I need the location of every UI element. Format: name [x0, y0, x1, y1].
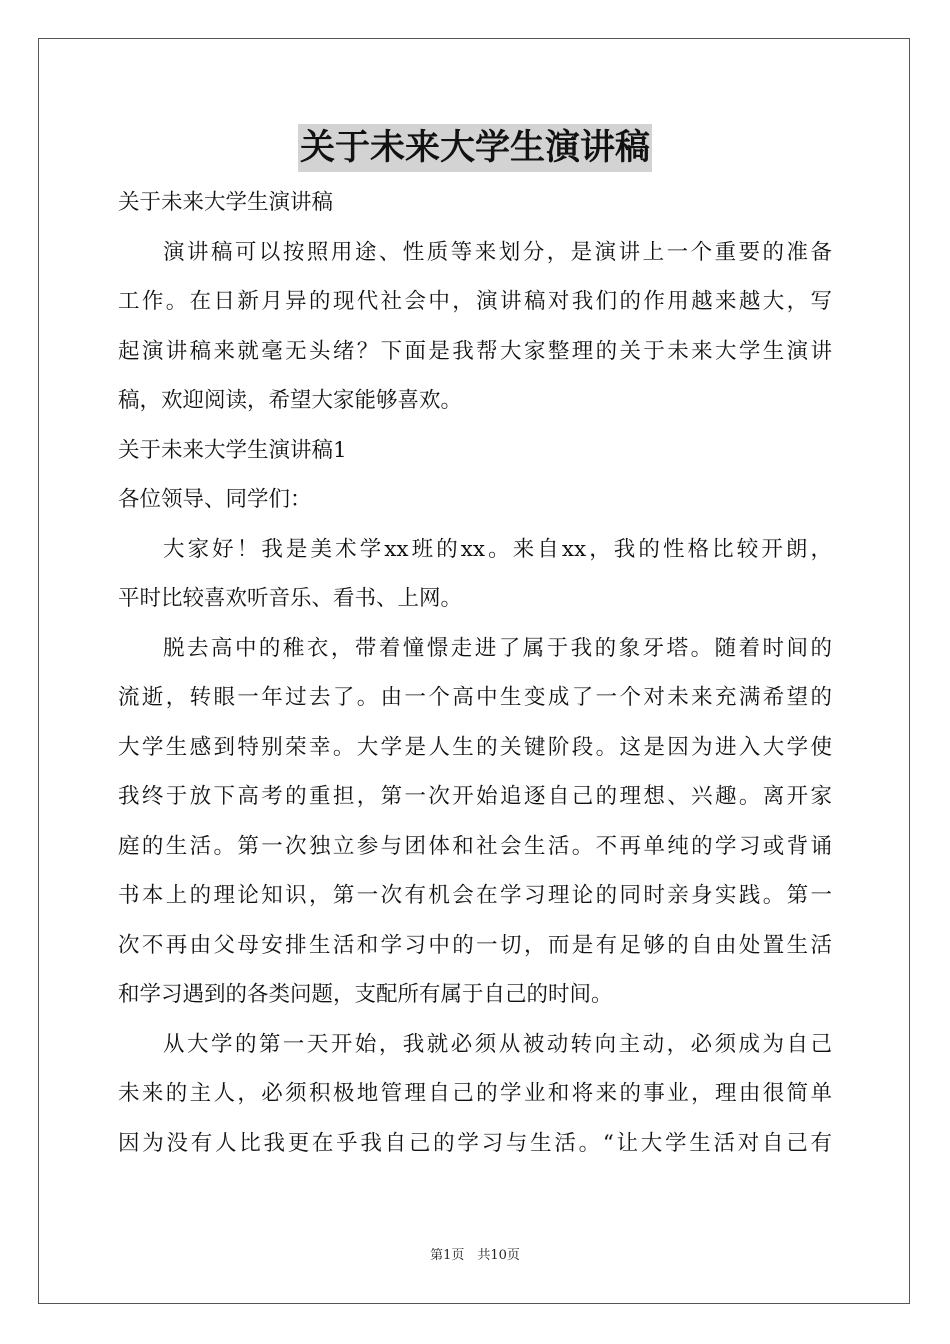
document-title: 关于未来大学生演讲稿 — [298, 124, 652, 172]
body-line: 脱去高中的稚衣，带着憧憬走进了属于我的象牙塔。随着时间的 — [163, 635, 832, 661]
body-line: 演讲稿可以按照用途、性质等来划分，是演讲上一个重要的准备 — [163, 239, 832, 265]
body-line: 大家好！我是美术学xx班的xx。来自xx，我的性格比较开朗， — [163, 536, 832, 562]
document-body — [118, 178, 832, 1168]
body-line: 工作。在日新月异的现代社会中，演讲稿对我们的作用越来越大，写 — [118, 289, 832, 314]
body-line: 因为没有人比我更在乎我自己的学习与生活。“让大学生活对自己有 — [118, 1130, 832, 1156]
page-footer: 第1页 共10页 — [430, 1248, 520, 1263]
body-line: 次不再由父母安排生活和学习中的一切，而是有足够的自由处置生活 — [118, 932, 832, 958]
body-line: 和学习遇到的各类问题，支配所有属于自己的时间。 — [118, 982, 613, 1007]
title-container — [0, 124, 950, 172]
body-line: 书本上的理论知识，第一次有机会在学习理论的同时亲身实践。第一 — [118, 883, 832, 908]
body-line: 我终于放下高考的重担，第一次开始追逐自己的理想、兴趣。离开家 — [118, 784, 832, 809]
body-line: 从大学的第一天开始，我就必须从被动转向主动，必须成为自己 — [163, 1031, 832, 1057]
salutation: 各位领导、同学们： — [118, 487, 312, 512]
body-line: 起演讲稿来就毫无头绪？下面是我帮大家整理的关于未来大学生演讲 — [118, 338, 832, 364]
body-line: 平时比较喜欢听音乐、看书、上网。 — [118, 586, 463, 611]
body-line: 流逝，转眼一年过去了。由一个高中生变成了一个对未来充满希望的 — [118, 685, 832, 710]
body-line: 关于未来大学生演讲稿 — [118, 190, 334, 215]
body-line: 未来的主人，必须积极地管理自己的学业和将来的事业，理由很简单 — [118, 1081, 832, 1106]
section-heading: 关于未来大学生演讲稿1 — [118, 437, 347, 463]
body-line: 大学生感到特别荣幸。大学是人生的关键阶段。这是因为进入大学使 — [118, 734, 832, 760]
body-line: 稿，欢迎阅读，希望大家能够喜欢。 — [118, 388, 463, 413]
body-line: 庭的生活。第一次独立参与团体和社会生活。不再单纯的学习或背诵 — [118, 833, 832, 859]
